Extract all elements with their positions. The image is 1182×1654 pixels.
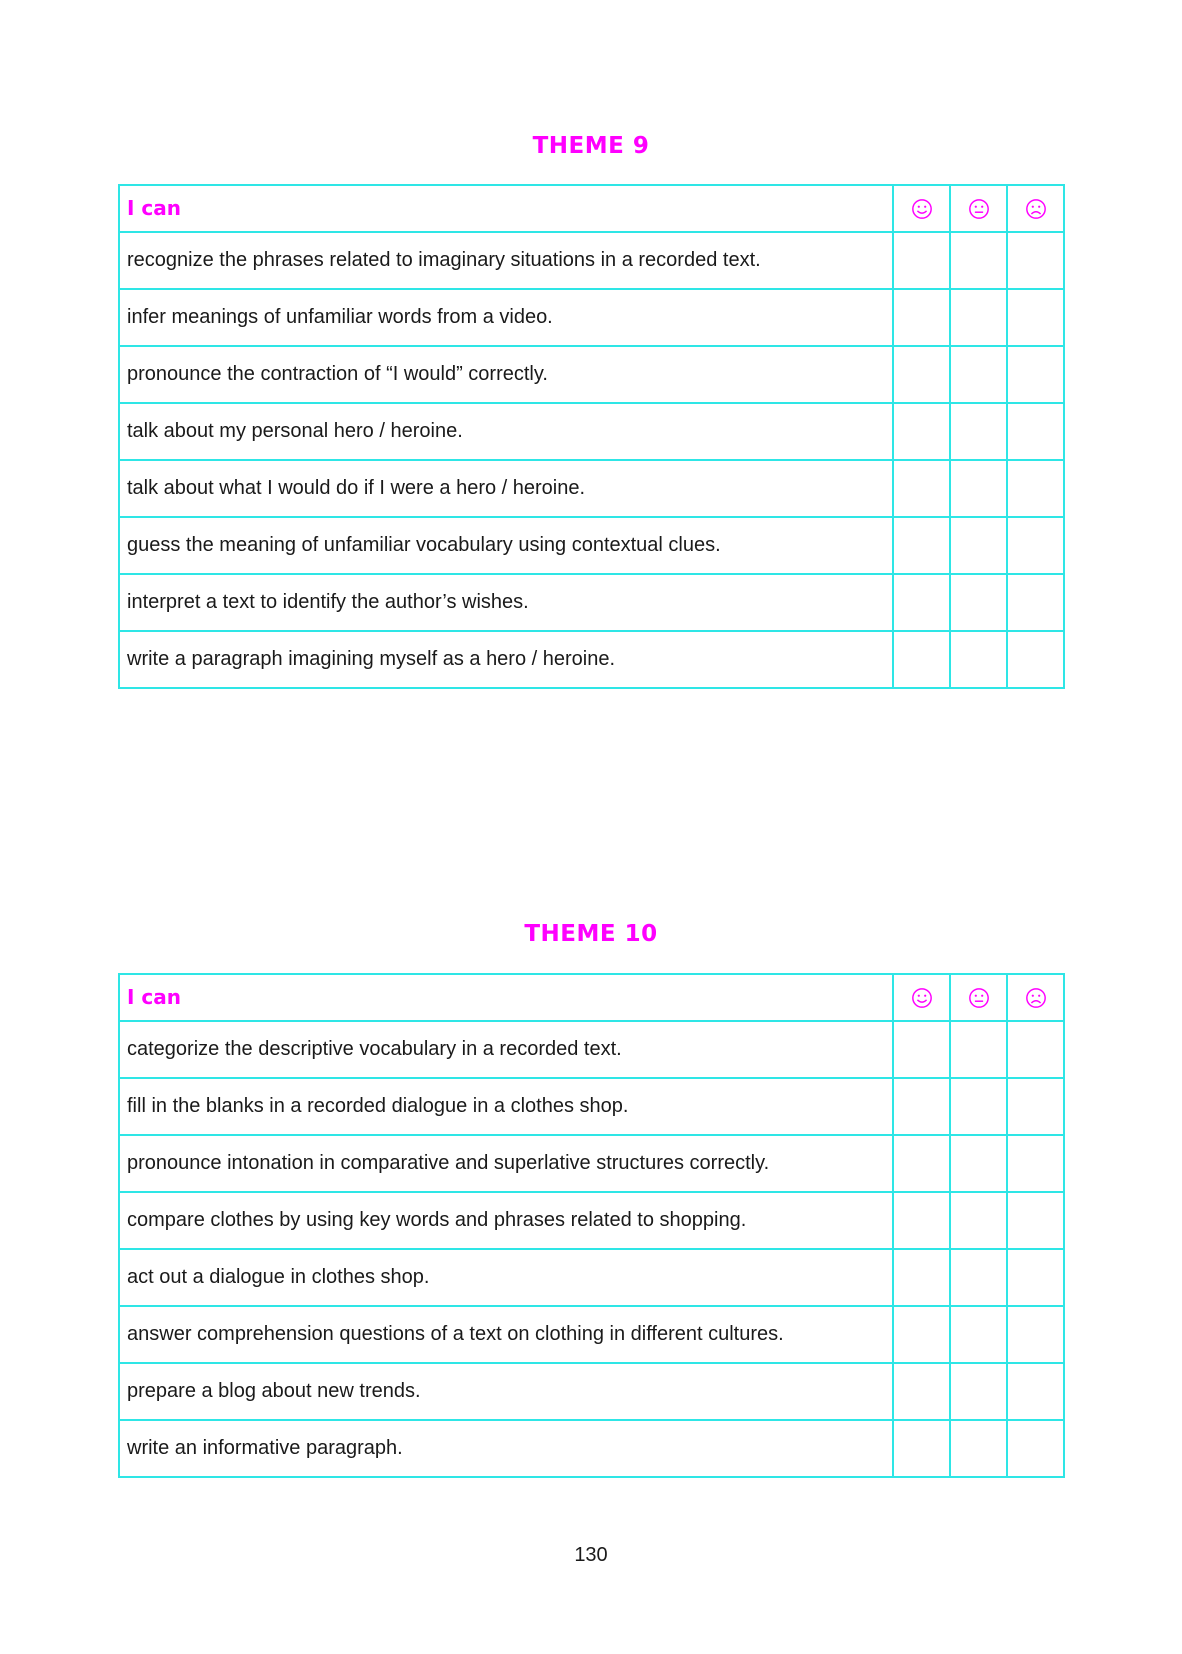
sad-checkbox[interactable] [1007,460,1064,517]
neutral-face-header [950,185,1007,232]
happy-checkbox[interactable] [893,403,950,460]
item-text: write an informative paragraph. [119,1420,893,1477]
neutral-face-icon [968,987,990,1009]
sad-checkbox[interactable] [1007,631,1064,688]
happy-checkbox[interactable] [893,1363,950,1420]
happy-checkbox[interactable] [893,232,950,289]
neutral-checkbox[interactable] [950,232,1007,289]
neutral-checkbox[interactable] [950,1021,1007,1078]
sad-checkbox[interactable] [1007,346,1064,403]
i-can-header [119,974,893,1021]
happy-checkbox[interactable] [893,574,950,631]
neutral-face-icon [968,198,990,220]
item-text: infer meanings of unfamiliar words from a video. [119,289,893,346]
happy-checkbox[interactable] [893,1135,950,1192]
table-row [119,1420,1064,1477]
sad-face-header [1007,974,1064,1021]
sad-checkbox[interactable] [1007,1249,1064,1306]
table-row [119,1192,1064,1249]
happy-face-icon [911,198,933,220]
sad-checkbox[interactable] [1007,1420,1064,1477]
neutral-checkbox[interactable] [950,1135,1007,1192]
item-text: fill in the blanks in a recorded dialogue in a clothes shop. [119,1078,893,1135]
item-text: compare clothes by using key words and phrases related to shopping. [119,1192,893,1249]
item-text: prepare a blog about new trends. [119,1363,893,1420]
sad-checkbox[interactable] [1007,1135,1064,1192]
neutral-checkbox[interactable] [950,1078,1007,1135]
sad-checkbox[interactable] [1007,232,1064,289]
happy-checkbox[interactable] [893,517,950,574]
item-text: pronounce the contraction of “I would” correctly. [119,346,893,403]
table-row [119,1135,1064,1192]
happy-checkbox[interactable] [893,346,950,403]
neutral-checkbox[interactable] [950,1192,1007,1249]
happy-face-header [893,185,950,232]
happy-checkbox[interactable] [893,1078,950,1135]
neutral-checkbox[interactable] [950,460,1007,517]
sad-checkbox[interactable] [1007,517,1064,574]
sad-face-icon [1025,198,1047,220]
neutral-checkbox[interactable] [950,631,1007,688]
neutral-checkbox[interactable] [950,289,1007,346]
header-row [119,974,1064,1021]
item-text: act out a dialogue in clothes shop. [119,1249,893,1306]
table-row [119,460,1064,517]
item-text: talk about my personal hero / heroine. [119,403,893,460]
neutral-checkbox[interactable] [950,403,1007,460]
neutral-face-header [950,974,1007,1021]
sad-checkbox[interactable] [1007,1363,1064,1420]
sad-checkbox[interactable] [1007,403,1064,460]
happy-checkbox[interactable] [893,631,950,688]
neutral-checkbox[interactable] [950,1306,1007,1363]
item-text: interpret a text to identify the author’s wishes. [119,574,893,631]
happy-face-header [893,974,950,1021]
table-row [119,403,1064,460]
i-can-label: I can [127,196,181,220]
happy-checkbox[interactable] [893,460,950,517]
item-text: categorize the descriptive vocabulary in a recorded text. [119,1021,893,1078]
item-text: pronounce intonation in comparative and superlative structures correctly. [119,1135,893,1192]
table-row [119,1078,1064,1135]
item-text: talk about what I would do if I were a hero / heroine. [119,460,893,517]
happy-checkbox[interactable] [893,1249,950,1306]
i-can-label: I can [127,985,181,1009]
neutral-checkbox[interactable] [950,517,1007,574]
i-can-header [119,185,893,232]
table-row [119,574,1064,631]
table-row [119,517,1064,574]
page-number: 130 [574,1544,608,1566]
theme-9-checklist [118,184,1065,689]
neutral-checkbox[interactable] [950,1249,1007,1306]
happy-checkbox[interactable] [893,1420,950,1477]
theme-9-title: THEME 9 [532,133,650,159]
sad-checkbox[interactable] [1007,289,1064,346]
sad-face-icon [1025,987,1047,1009]
item-text: guess the meaning of unfamiliar vocabulary using contextual clues. [119,517,893,574]
item-text: write a paragraph imagining myself as a hero / heroine. [119,631,893,688]
sad-face-header [1007,185,1064,232]
table-row [119,289,1064,346]
header-row [119,185,1064,232]
happy-checkbox[interactable] [893,1021,950,1078]
theme-10-checklist [118,973,1065,1478]
neutral-checkbox[interactable] [950,574,1007,631]
table-row [119,346,1064,403]
sad-checkbox[interactable] [1007,1078,1064,1135]
table-row [119,1249,1064,1306]
happy-face-icon [911,987,933,1009]
neutral-checkbox[interactable] [950,1363,1007,1420]
happy-checkbox[interactable] [893,1306,950,1363]
item-text: answer comprehension questions of a text on clothing in different cultures. [119,1306,893,1363]
neutral-checkbox[interactable] [950,346,1007,403]
table-row [119,1363,1064,1420]
item-text: recognize the phrases related to imaginary situations in a recorded text. [119,232,893,289]
neutral-checkbox[interactable] [950,1420,1007,1477]
table-row [119,1021,1064,1078]
table-row [119,1306,1064,1363]
sad-checkbox[interactable] [1007,1192,1064,1249]
happy-checkbox[interactable] [893,289,950,346]
table-row [119,631,1064,688]
happy-checkbox[interactable] [893,1192,950,1249]
sad-checkbox[interactable] [1007,1021,1064,1078]
table-row [119,232,1064,289]
sad-checkbox[interactable] [1007,1306,1064,1363]
theme-10-title: THEME 10 [524,921,658,947]
sad-checkbox[interactable] [1007,574,1064,631]
